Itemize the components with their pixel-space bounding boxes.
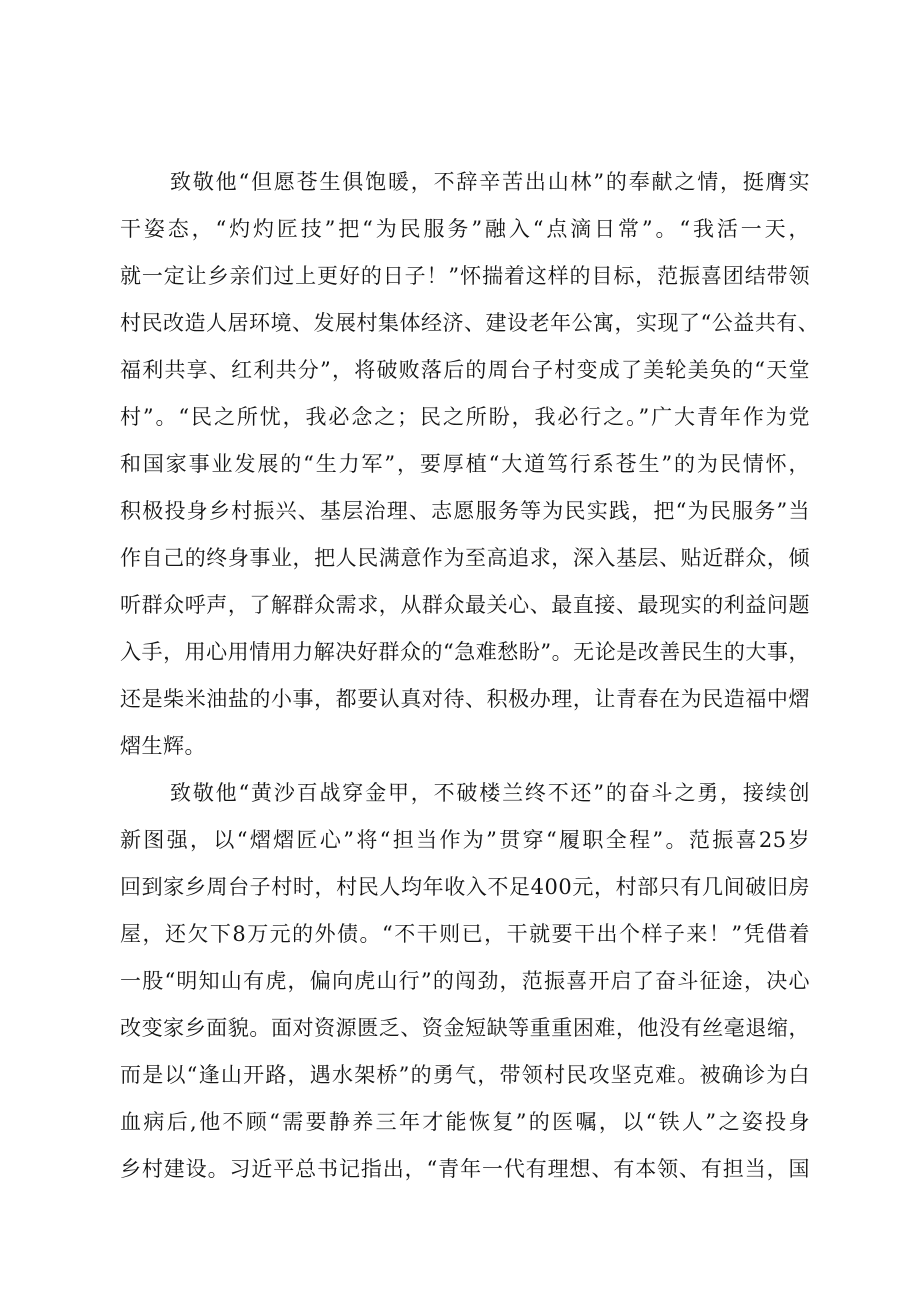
paragraph-1-line-8: 积极投身乡村振兴、基层治理、志愿服务等为民实践，把“为民服务”当 xyxy=(120,499,810,523)
paragraph-2-line-3: 回到家乡周台子村时，村民人均年收入不足400元，村部只有几间破旧房 xyxy=(120,875,810,899)
paragraph-2-line-8: 血病后,他不顾“需要静养三年才能恢复”的医嘱，以“铁人”之姿投身 xyxy=(120,1110,810,1134)
paragraph-2-line-6: 改变家乡面貌。面对资源匮乏、资金短缺等重重困难，他没有丝毫退缩， xyxy=(120,1016,810,1040)
paragraph-1-line-9: 作自己的终身事业，把人民满意作为至高追求，深入基层、贴近群众，倾 xyxy=(120,546,810,570)
paragraph-1-line-6: 村”。“民之所忧，我必念之；民之所盼，我必行之。”广大青年作为党 xyxy=(120,405,810,429)
paragraph-2-line-1: 致敬他“黄沙百战穿金甲，不破楼兰终不还”的奋斗之勇，接续创 xyxy=(170,781,810,805)
paragraph-1-line-3: 就一定让乡亲们过上更好的日子！”怀揣着这样的目标，范振喜团结带领 xyxy=(120,264,810,288)
paragraph-2-line-9: 乡村建设。习近平总书记指出，“青年一代有理想、有本领、有担当，国 xyxy=(120,1157,810,1181)
paragraph-1-line-7: 和国家事业发展的“生力军”，要厚植“大道笃行系苍生”的为民情怀， xyxy=(120,452,810,476)
paragraph-1-line-1: 致敬他“但愿苍生俱饱暖，不辞辛苦出山林”的奉献之情，挺膺实 xyxy=(170,170,810,194)
paragraph-2-line-4: 屋，还欠下8万元的外债。“不干则已，干就要干出个样子来！”凭借着 xyxy=(120,922,810,946)
paragraph-1-line-13: 熠生辉。 xyxy=(120,734,206,758)
paragraph-1-line-4: 村民改造人居环境、发展村集体经济、建设老年公寓，实现了“公益共有、 xyxy=(120,311,820,335)
paragraph-1-line-12: 还是柴米油盐的小事，都要认真对待、积极办理，让青春在为民造福中熠 xyxy=(120,687,810,711)
paragraph-1-line-10: 听群众呼声，了解群众需求，从群众最关心、最直接、最现实的利益问题 xyxy=(120,593,810,617)
paragraph-2-line-7: 而是以“逢山开路，遇水架桥”的勇气，带领村民攻坚克难。被确诊为白 xyxy=(120,1063,810,1087)
paragraph-1-line-5: 福利共享、红利共分”，将破败落后的周台子村变成了美轮美奂的“天堂 xyxy=(120,358,810,382)
paragraph-2-line-5: 一股“明知山有虎，偏向虎山行”的闯劲，范振喜开启了奋斗征途，决心 xyxy=(120,969,810,993)
paragraph-1-line-2: 干姿态，“灼灼匠技”把“为民服务”融入“点滴日常”。“我活一天， xyxy=(120,217,810,241)
paragraph-2-line-2: 新图强，以“熠熠匠心”将“担当作为”贯穿“履职全程”。范振喜25岁 xyxy=(120,828,810,852)
paragraph-1-line-11: 入手，用心用情用力解决好群众的“急难愁盼”。无论是改善民生的大事， xyxy=(120,640,810,664)
